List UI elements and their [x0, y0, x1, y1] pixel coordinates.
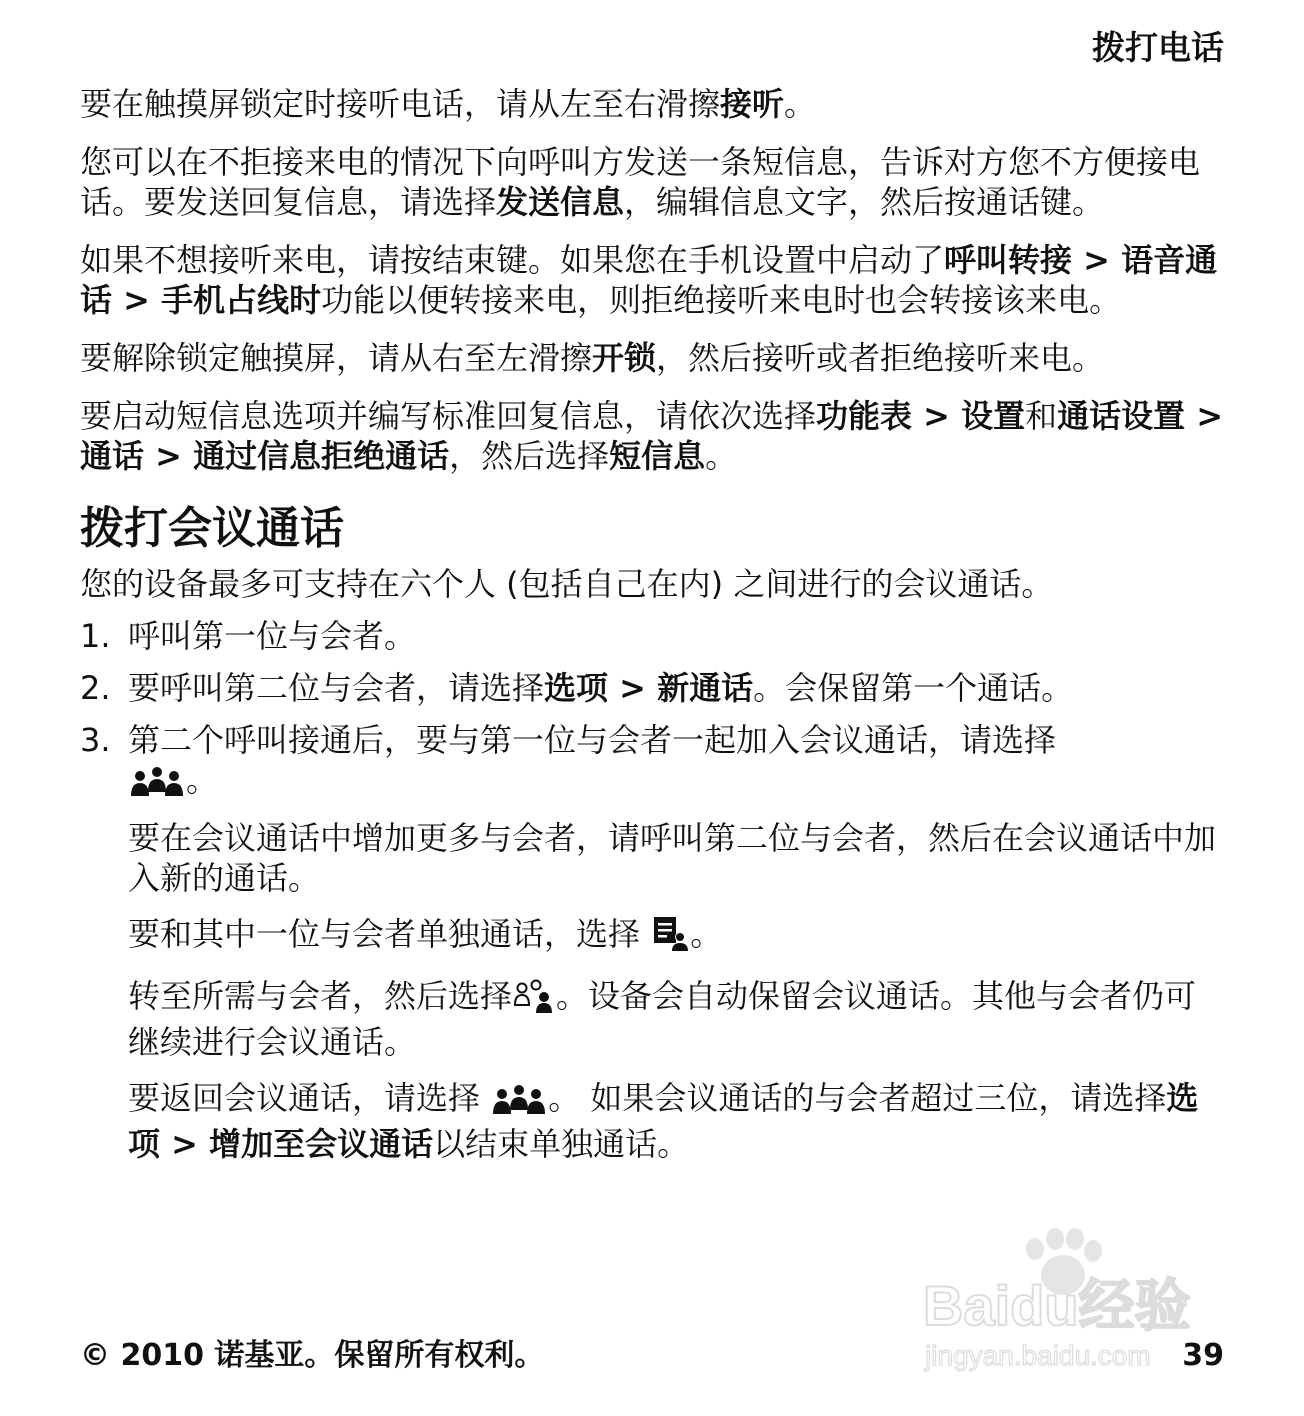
text: 。	[186, 761, 219, 799]
paragraph-answer-locked	[80, 84, 1225, 124]
bold-term: 呼叫转接 > 语音通话 > 手机占线时	[80, 241, 1218, 319]
conference-icon	[130, 765, 184, 806]
page-number: 39	[1182, 1338, 1224, 1373]
text: 呼叫第一位与会者。	[128, 617, 417, 655]
text: 要和其中一位与会者单独通话，选择	[128, 915, 651, 953]
watermark-logo-text: Baidu经验	[923, 1274, 1191, 1337]
text: 要在触摸屏锁定时接听电话，请从左至右滑擦	[80, 85, 721, 123]
bold-term: 选项 > 新通话	[544, 669, 754, 707]
text: 以结束单独通话。	[433, 1125, 690, 1163]
select-participant-icon	[514, 979, 554, 1022]
baidu-jingyan-watermark	[915, 1225, 1225, 1375]
text: 。设备会自动保留会议通话。其他与会者仍可继续进行会议通话。	[128, 977, 1197, 1061]
text: 。 如果会议通话的与会者超过三位，请选择	[548, 1079, 1167, 1117]
text: 要启动短信息选项并编写标准回复信息，请依次选择	[80, 397, 817, 435]
text: 。	[784, 85, 817, 123]
bold-term: 通话设置 > 通话 > 通过信息拒绝通话	[80, 397, 1224, 475]
conference-icon	[492, 1083, 546, 1124]
section-intro: 您的设备最多可支持在六个人 (包括自己在内) 之间进行的会议通话。	[80, 565, 1054, 603]
text: 如果不想接听来电，请按结束键。如果您在手机设置中启动了	[80, 241, 945, 279]
text: 。会保留第一个通话。	[753, 669, 1074, 707]
section-title: 拨打会议通话	[80, 503, 344, 554]
private-call-icon	[652, 915, 688, 960]
paragraph-send-message	[80, 142, 1225, 222]
step-number: 3.	[80, 721, 111, 759]
bold-term: 发送信息	[496, 183, 625, 221]
bold-term: 短信息	[609, 437, 706, 475]
paragraph-unlock	[80, 338, 1225, 378]
text: 要返回会议通话，请选择	[128, 1079, 491, 1117]
text: 转至所需与会者，然后选择	[128, 977, 513, 1015]
sub-paragraph-private-call	[80, 914, 1225, 960]
list-item	[80, 616, 1225, 656]
paragraph-reject-call	[80, 240, 1225, 320]
list-item	[80, 720, 1225, 806]
copyright: © 2010 诺基亚。保留所有权利。	[80, 1338, 545, 1373]
sub-paragraph-add-participants: 要在会议通话中增加更多与会者，请呼叫第二位与会者，然后在会议通话中加入新的通话。	[128, 819, 1217, 897]
step-number: 2.	[80, 669, 111, 707]
sub-paragraph-return-conference	[80, 1078, 1225, 1164]
text: 。	[690, 915, 723, 953]
list-item	[80, 668, 1225, 708]
text: 要解除锁定触摸屏，请从右至左滑擦	[80, 339, 593, 377]
sub-paragraph-select-participant	[80, 976, 1225, 1062]
bold-term: 接听	[720, 85, 785, 123]
step-number: 1.	[80, 617, 111, 655]
text: 和	[1025, 397, 1058, 435]
text: ，然后接听或者拒绝接听来电。	[656, 339, 1105, 377]
paragraph-sms-options	[80, 396, 1225, 476]
page-header: 拨打电话	[1092, 28, 1224, 67]
text: ，然后选择	[449, 437, 610, 475]
bold-term: 开锁	[592, 339, 657, 377]
bold-term: 功能表 > 设置	[816, 397, 1026, 435]
bold-term: 选项 > 增加至会议通话	[128, 1079, 1199, 1163]
text: 第二个呼叫接通后，要与第一位与会者一起加入会议通话，请选择	[128, 721, 1057, 759]
watermark-url-text: jingyan.baidu.com	[925, 1340, 1151, 1371]
page-content	[80, 84, 1225, 1180]
text: 要呼叫第二位与会者，请选择	[128, 669, 545, 707]
text: 您可以在不拒接来电的情况下向呼叫方发送一条短信息，告诉对方您不方便接电话。要发送回复信息，请选择	[80, 143, 1201, 221]
text: 。	[705, 437, 738, 475]
text: ，编辑信息文字，然后按通话键。	[624, 183, 1105, 221]
text: 功能以便转接来电，则拒绝接听来电时也会转接该来电。	[321, 281, 1122, 319]
